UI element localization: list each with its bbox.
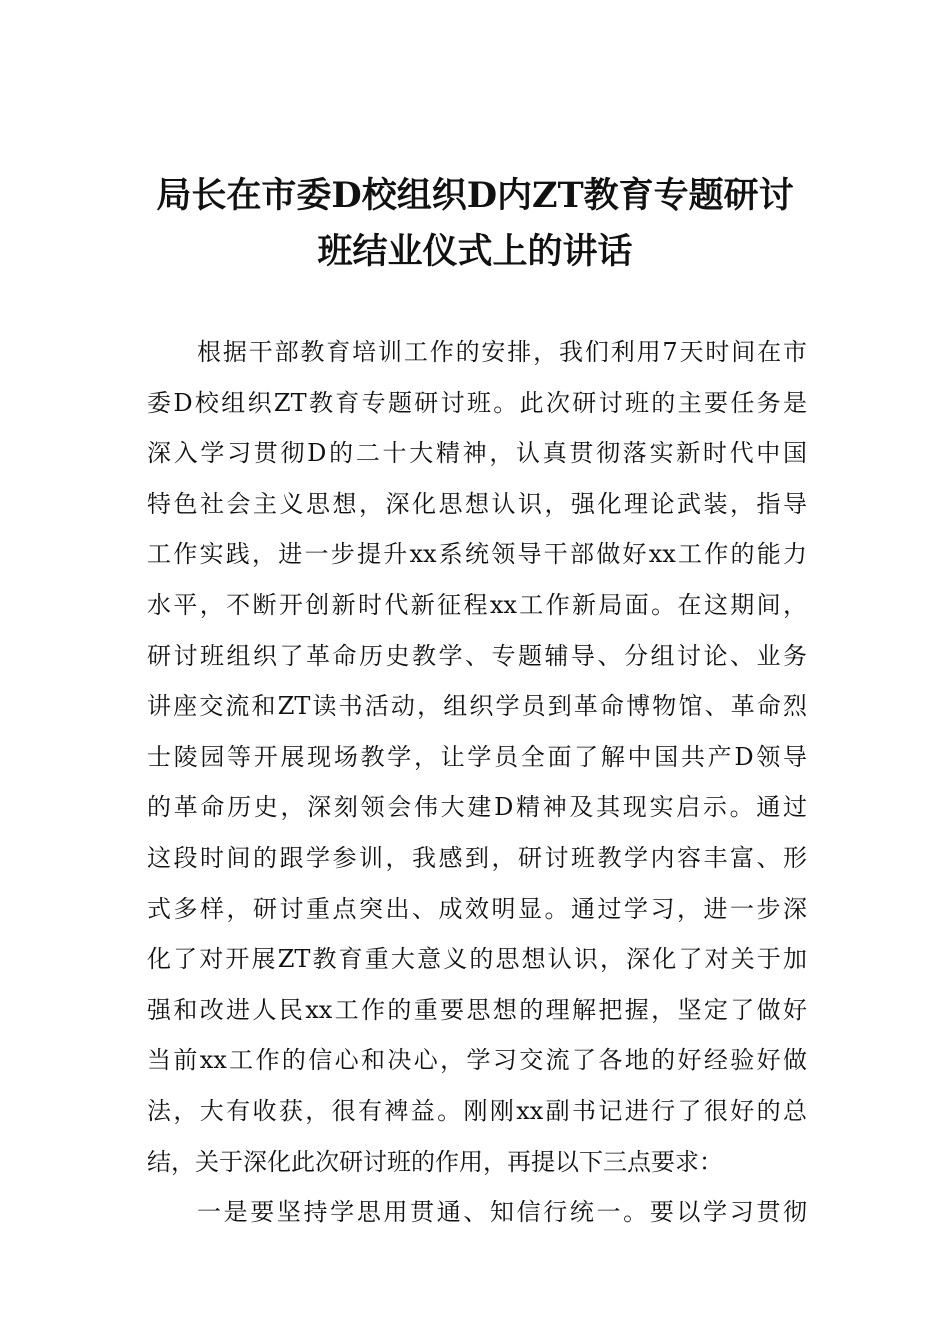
paragraph-line: 一是要坚持学思用贯通、知信行统一。要以学习贯彻: [197, 1198, 807, 1227]
document-body: [147, 327, 807, 1238]
paragraph-line: 士陵园等开展现场教学，让学员全面了解中国共产D领导: [147, 742, 807, 771]
paragraph-line: 委D校组织ZT教育专题研讨班。此次研讨班的主要任务是: [147, 388, 807, 417]
paragraph-line: 工作实践，进一步提升xx系统领导干部做好xx工作的能力: [147, 540, 807, 569]
document-title: [130, 168, 820, 280]
paragraph-line: 特色社会主义思想，深化思想认识，强化理论武装，指导: [147, 489, 807, 518]
paragraph-line: 式多样，研讨重点突出、成效明显。通过学习，进一步深: [147, 894, 807, 923]
title-line-2: 班结业仪式上的讲话: [317, 231, 633, 272]
paragraph-line: 根据干部教育培训工作的安排，我们利用7天时间在市: [197, 338, 807, 366]
paragraph-line: 结，关于深化此次研讨班的作用，再提以下三点要求：: [147, 1147, 723, 1176]
paragraph-1: [147, 327, 807, 1187]
paragraph-line: 当前xx工作的信心和决心，学习交流了各地的好经验好做: [147, 1046, 807, 1075]
paragraph-line: 法，大有收获，很有裨益。刚刚xx副书记进行了很好的总: [147, 1096, 807, 1125]
paragraph-2: [147, 1187, 807, 1238]
paragraph-line: 的革命历史，深刻领会伟大建D精神及其现实启示。通过: [147, 793, 807, 822]
paragraph-line: 水平，不断开创新时代新征程xx工作新局面。在这期间，: [147, 590, 807, 619]
paragraph-line: 讲座交流和ZT读书活动，组织学员到革命博物馆、革命烈: [147, 692, 807, 721]
paragraph-line: 强和改进人民xx工作的重要思想的理解把握，坚定了做好: [147, 995, 807, 1024]
paragraph-line: 深入学习贯彻D的二十大精神，认真贯彻落实新时代中国: [147, 439, 807, 468]
paragraph-line: 这段时间的跟学参训，我感到，研讨班教学内容丰富、形: [147, 843, 807, 872]
paragraph-line: 研讨班组织了革命历史教学、专题辅导、分组讨论、业务: [147, 641, 807, 670]
title-line-1: 局长在市委D校组织D内ZT教育专题研讨: [156, 175, 794, 216]
paragraph-line: 化了对开展ZT教育重大意义的思想认识，深化了对关于加: [147, 945, 807, 974]
